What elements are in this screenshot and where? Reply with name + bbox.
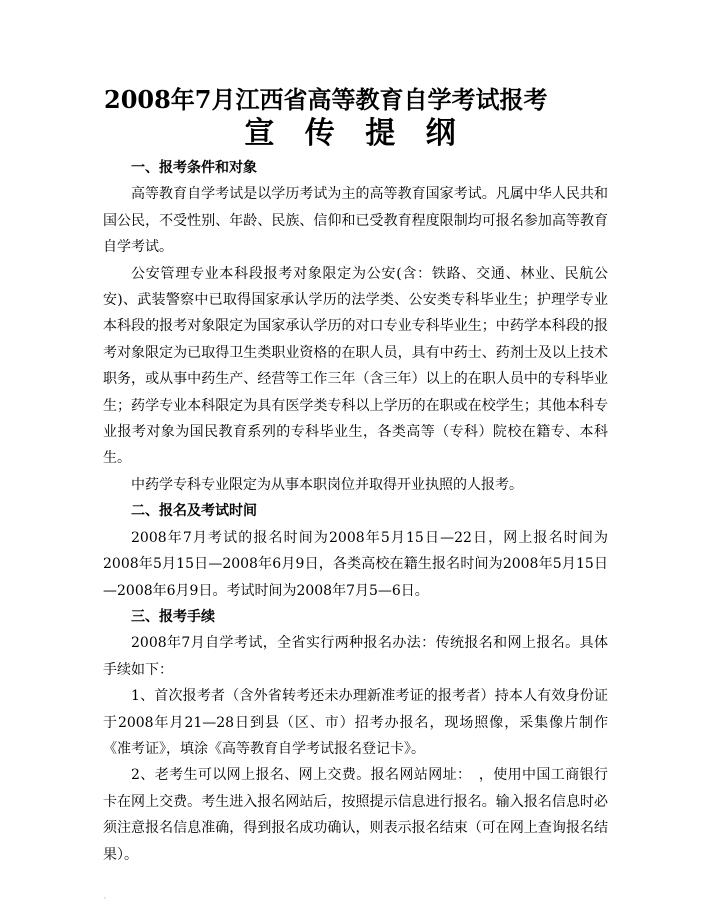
paragraph: 中药学专科专业限定为从事本职岗位并取得开业执照的人报考。 xyxy=(131,476,523,493)
section-heading: 一、报考条件和对象 xyxy=(131,160,257,176)
paragraph: 2008年7月自学考试，全省实行两种报名办法：传统报名和网上报名。具体手续如下： xyxy=(103,635,608,678)
paragraph: 2、老考生可以网上报名、网上交费。报名网站网址： ，使用中国工商银行卡在网上交费。考生进入报名网站后，按照提示信息进行报名。输入报名信息时必须注意报名信息准确，得到报名成功确认，则表示报名结束（可在网上查询报名结果）。 xyxy=(103,767,608,863)
document-body xyxy=(103,155,608,868)
paragraph: 2008年7月考试的报名时间为2008年5月15日—22日，网上报名时间为2008年5月15日—2008年6月9日，各类高校在籍生报名时间为2008年5月15日—2008年6月9日。考试时间为2008年7月5—6日。 xyxy=(103,529,608,599)
section-heading: 三、报考手续 xyxy=(131,608,215,625)
paragraph: 高等教育自学考试是以学历考试为主的高等教育国家考试。凡属中华人民共和国公民，不受性别、年龄、民族、信仰和已受教育程度限制均可报名参加高等教育自学考试。 xyxy=(103,186,608,256)
document-subtitle: 宣 传 提 纲 xyxy=(244,116,466,151)
section-heading: 二、报名及考试时间 xyxy=(131,503,257,520)
paragraph: 1、首次报考者（含外省转考还未办理新准考证的报考者）持本人有效身份证于2008年月21—28日到县（区、市）招考办报名，现场照像，采集像片制作《准考证》，填涂《高等教育自学考试报名登记卡》。 xyxy=(103,688,608,757)
document-title: 2008年7月江西省高等教育自学考试报考 xyxy=(104,85,548,114)
page-mark xyxy=(104,897,106,899)
paragraph: 公安管理专业本科段报考对象限定为公安(含：铁路、交通、林业、民航公安)、武装警察中已取得国家承认学历的法学类、公安类专科毕业生；护理学专业本科段的报考对象限定为国家承认学历的对口专业专科毕业生；中药学本科段的报考对象限定为已取得卫生类职业资格的在职人员，具有中药士、药剂士及以上技术职务，或从事中药生产、经营等工作三年（含三年）以上的在职人员中的专科毕业生；药学专业本科限定为具有医学类专科以上学历的在职或在校学生；其他本科专业报考对象为国民教育系列的专科毕业生，各类高等（专科）院校在籍专、本科生。 xyxy=(103,265,608,467)
